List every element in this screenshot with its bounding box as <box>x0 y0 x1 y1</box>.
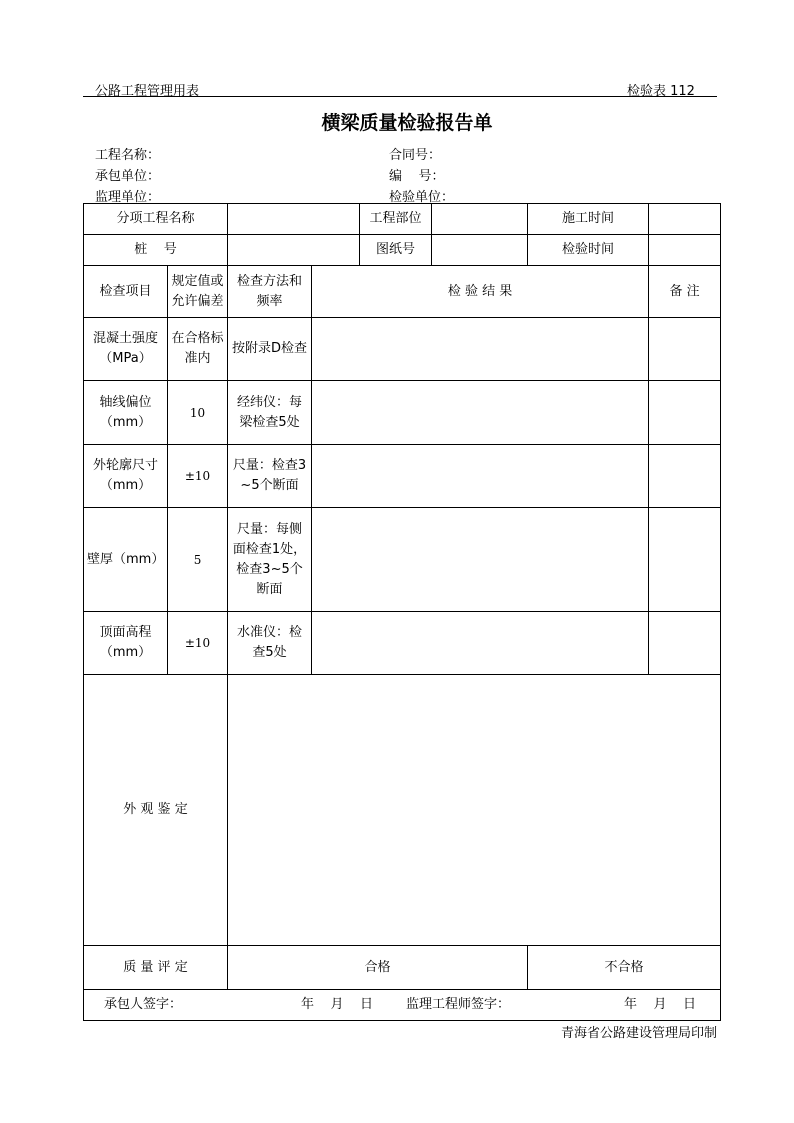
construction-time-value[interactable] <box>649 204 721 235</box>
remark-cell[interactable] <box>649 381 721 445</box>
table-row <box>84 381 721 445</box>
appearance-row <box>84 675 721 946</box>
pile-no-label: 桩 号 <box>84 235 228 266</box>
method-value: 水准仪：检查5处 <box>228 612 312 675</box>
inspection-time-label: 检验时间 <box>528 235 649 266</box>
col-header-result: 检 验 结 果 <box>312 266 649 318</box>
pile-no-value[interactable] <box>228 235 360 266</box>
remark-cell[interactable] <box>649 318 721 381</box>
table-row <box>84 612 721 675</box>
item-outline-size: 外轮廓尺寸（mm） <box>84 445 168 508</box>
spec-value: 在合格标准内 <box>168 318 228 381</box>
supervisor-label: 监理单位： <box>95 190 161 205</box>
method-value: 经纬仪：每梁检查5处 <box>228 381 312 445</box>
col-header-method: 检查方法和频率 <box>228 266 312 318</box>
remark-cell[interactable] <box>649 612 721 675</box>
part-value[interactable] <box>432 204 528 235</box>
signature-row <box>84 990 721 1021</box>
item-axis-offset: 轴线偏位（mm） <box>84 381 168 445</box>
item-top-elevation: 顶面高程（mm） <box>84 612 168 675</box>
result-cell[interactable] <box>312 318 649 381</box>
contract-no-label: 合同号： <box>389 148 442 163</box>
table-row <box>84 318 721 381</box>
spec-value: 5 <box>168 508 228 612</box>
drawing-no-value[interactable] <box>432 235 528 266</box>
table-header-row <box>84 266 721 318</box>
page-title: 横梁质量检验报告单 <box>321 112 493 134</box>
table-row <box>84 445 721 508</box>
drawing-no-label: 图纸号 <box>360 235 432 266</box>
remark-cell[interactable] <box>649 508 721 612</box>
contractor-signature-label: 承包人签字： <box>104 997 183 1012</box>
appearance-label: 外 观 鉴 定 <box>84 675 228 946</box>
result-cell[interactable] <box>312 612 649 675</box>
spec-value: ±10 <box>168 612 228 675</box>
result-cell[interactable] <box>312 381 649 445</box>
contractor-label: 承包单位： <box>95 169 161 184</box>
form-category: 公路工程管理用表 <box>95 84 200 99</box>
remark-cell[interactable] <box>649 445 721 508</box>
item-wall-thickness: 壁厚（mm） <box>84 508 168 612</box>
quality-pass[interactable]: 合格 <box>228 946 528 990</box>
form-number: 检验表 112 <box>627 84 695 99</box>
spec-value: ±10 <box>168 445 228 508</box>
printer-note: 青海省公路建设管理局印制 <box>560 1026 717 1041</box>
appearance-value[interactable] <box>228 675 721 946</box>
quality-label: 质 量 评 定 <box>84 946 228 990</box>
spec-value: 10 <box>168 381 228 445</box>
engineer-signature-label: 监理工程师签字： <box>406 997 511 1012</box>
part-label: 工程部位 <box>360 204 432 235</box>
method-value: 尺量：每侧面检查1处，检查3~5个断面 <box>228 508 312 612</box>
sub-project-label: 分项工程名称 <box>84 204 228 235</box>
contractor-date: 年 月 日 <box>301 997 374 1012</box>
item-concrete-strength: 混凝土强度（MPa） <box>84 318 168 381</box>
quality-row <box>84 946 721 990</box>
quality-fail[interactable]: 不合格 <box>528 946 721 990</box>
table-row-pile <box>84 235 721 266</box>
table-row <box>84 508 721 612</box>
col-header-spec: 规定值或允许偏差 <box>168 266 228 318</box>
inspection-unit-label: 检验单位： <box>389 190 455 205</box>
signature-cell <box>84 990 721 1021</box>
method-value: 按附录D检查 <box>228 318 312 381</box>
sub-project-value[interactable] <box>228 204 360 235</box>
project-name-label: 工程名称： <box>95 148 161 163</box>
result-cell[interactable] <box>312 445 649 508</box>
table-row-sub-project <box>84 204 721 235</box>
engineer-date: 年 月 日 <box>624 997 697 1012</box>
col-header-remark: 备 注 <box>649 266 721 318</box>
inspection-time-value[interactable] <box>649 235 721 266</box>
construction-time-label: 施工时间 <box>528 204 649 235</box>
col-header-item: 检查项目 <box>84 266 168 318</box>
method-value: 尺量：检查3~5个断面 <box>228 445 312 508</box>
header-divider <box>83 96 717 97</box>
serial-no-label: 编 号： <box>389 169 445 184</box>
inspection-table <box>83 203 721 1021</box>
result-cell[interactable] <box>312 508 649 612</box>
